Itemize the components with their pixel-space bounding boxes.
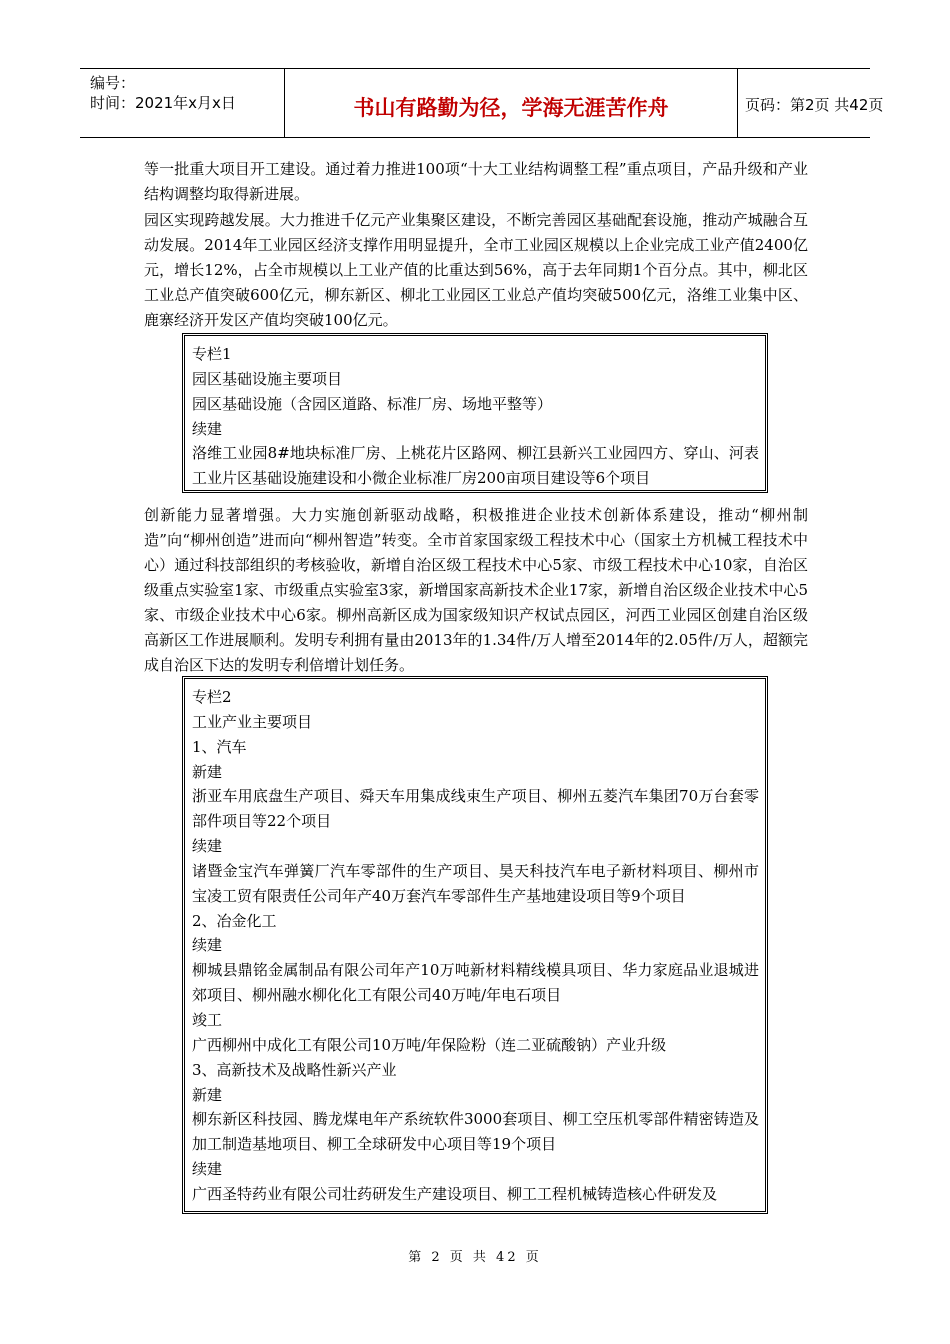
document-number-label: 编号：: [90, 74, 136, 92]
box2-auto-new-projects: 浙亚车用底盘生产项目、舜天车用集成线束生产项目、柳州五菱汽车集团70万台套零部件项目等22个项目: [192, 787, 759, 831]
sidebar-box-1: [182, 333, 768, 493]
page-footer: 第 2 页 共 42 页: [408, 1250, 542, 1265]
box2-hightech-continued-projects: 广西圣特药业有限公司壮药研发生产建设项目、柳工工程机械铸造核心件研发及: [192, 1184, 718, 1203]
box2-status-continued: 续建: [192, 837, 223, 856]
box2-subtitle: 工业产业主要项目: [192, 712, 313, 731]
box1-projects: 洛维工业园8#地块标准厂房、上桃花片区路网、柳江县新兴工业园四方、穿山、河表工业片区基础设施建设和小微企业标准厂房200亩项目建设等6个项目: [192, 444, 759, 488]
box1-subtitle: 园区基础设施主要项目: [192, 369, 343, 388]
header-motto: 书山有路勤为径，学海无涯苦作舟: [353, 96, 669, 120]
box2-status-completed: 竣工: [192, 1010, 223, 1029]
sidebar-box-2: [182, 676, 768, 1214]
box2-status-continued: 续建: [192, 1160, 223, 1179]
box2-metallurgy-continued-projects: 柳城县鼎铭金属制品有限公司年产10万吨新材料精线模具项目、华力家庭品业退城进郊项目、柳州融水柳化化工有限公司40万吨/年电石项目: [192, 961, 759, 1005]
box2-title: 专栏2: [192, 688, 232, 706]
box2-metallurgy-completed-projects: 广西柳州中成化工有限公司10万吨/年保险粉（连二亚硫酸钠）产业升级: [192, 1035, 667, 1054]
box2-section-hightech: 3、高新技术及战略性新兴产业: [192, 1060, 397, 1079]
document-time-label: 时间：2021年x月x日: [90, 94, 236, 112]
box2-status-continued: 续建: [192, 936, 223, 955]
paragraph-innovation: 创新能力显著增强。大力实施创新驱动战略，积极推进企业技术创新体系建设，推动“柳州制造”向“柳州创造”进而向“柳州智造”转变。全市首家国家级工程技术中心（国家土方机械工程技术中心）通过科技部组织的考核验收，新增自治区级工程技术中心5家、市级工程技术中心10家，自治区级重点实验室1家、市级重点实验室3家，新增国家高新技术企业17家，新增自治区级企业技术中心5家、市级企业技术中心6家。柳州高新区成为国家级知识产权试点园区，河西工业园区创建自治区级高新区工作进展顺利。发明专利拥有量由2013年的1.34件/万人增至2014年的2.05件/万人，超额完成自治区下达的发明专利倍增计划任务。: [144, 506, 808, 674]
paragraph-major-projects: 等一批重大项目开工建设。通过着力推进100项“十大工业结构调整工程”重点项目，产品升级和产业结构调整均取得新进展。: [144, 160, 808, 203]
box2-status-new: 新建: [192, 1085, 223, 1104]
box2-auto-continued-projects: 诸暨金宝汽车弹簧厂汽车零部件的生产项目、昊天科技汽车电子新材料项目、柳州市宝凌工贸有限责任公司年产40万套汽车零部件生产基地建设项目等9个项目: [192, 861, 759, 905]
header-motto-cell: [284, 69, 738, 137]
header-page-cell: [737, 69, 884, 137]
box2-section-metallurgy: 2、冶金化工: [192, 911, 277, 930]
box1-status: 续建: [192, 419, 223, 438]
box2-hightech-new-projects: 柳东新区科技园、腾龙煤电年产系统软件3000套项目、柳工空压机零部件精密铸造及加工制造基地项目、柳工全球研发中心项目等19个项目: [192, 1110, 759, 1154]
box2-section-auto: 1、汽车: [192, 737, 247, 756]
header-meta-cell: [80, 69, 284, 137]
box2-status-new: 新建: [192, 762, 223, 781]
paragraph-industrial-parks: 园区实现跨越发展。大力推进千亿元产业集聚区建设，不断完善园区基础配套设施，推动产城融合互动发展。2014年工业园区经济支撑作用明显提升，全市工业园区规模以上企业完成工业产值2400亿元，增长12%，占全市规模以上工业产值的比重达到56%，高于去年同期1个百分点。其中，柳北区工业总产值突破600亿元，柳东新区、柳北工业园区工业总产值均突破500亿元，洛维工业集中区、鹿寨经济开发区产值均突破100亿元。: [144, 211, 808, 329]
document-header: [80, 68, 884, 138]
box1-title: 专栏1: [192, 345, 232, 363]
box1-category: 园区基础设施（含园区道路、标准厂房、场地平整等）: [192, 394, 553, 413]
header-page-number: 页码：第2页 共42页: [745, 96, 884, 114]
